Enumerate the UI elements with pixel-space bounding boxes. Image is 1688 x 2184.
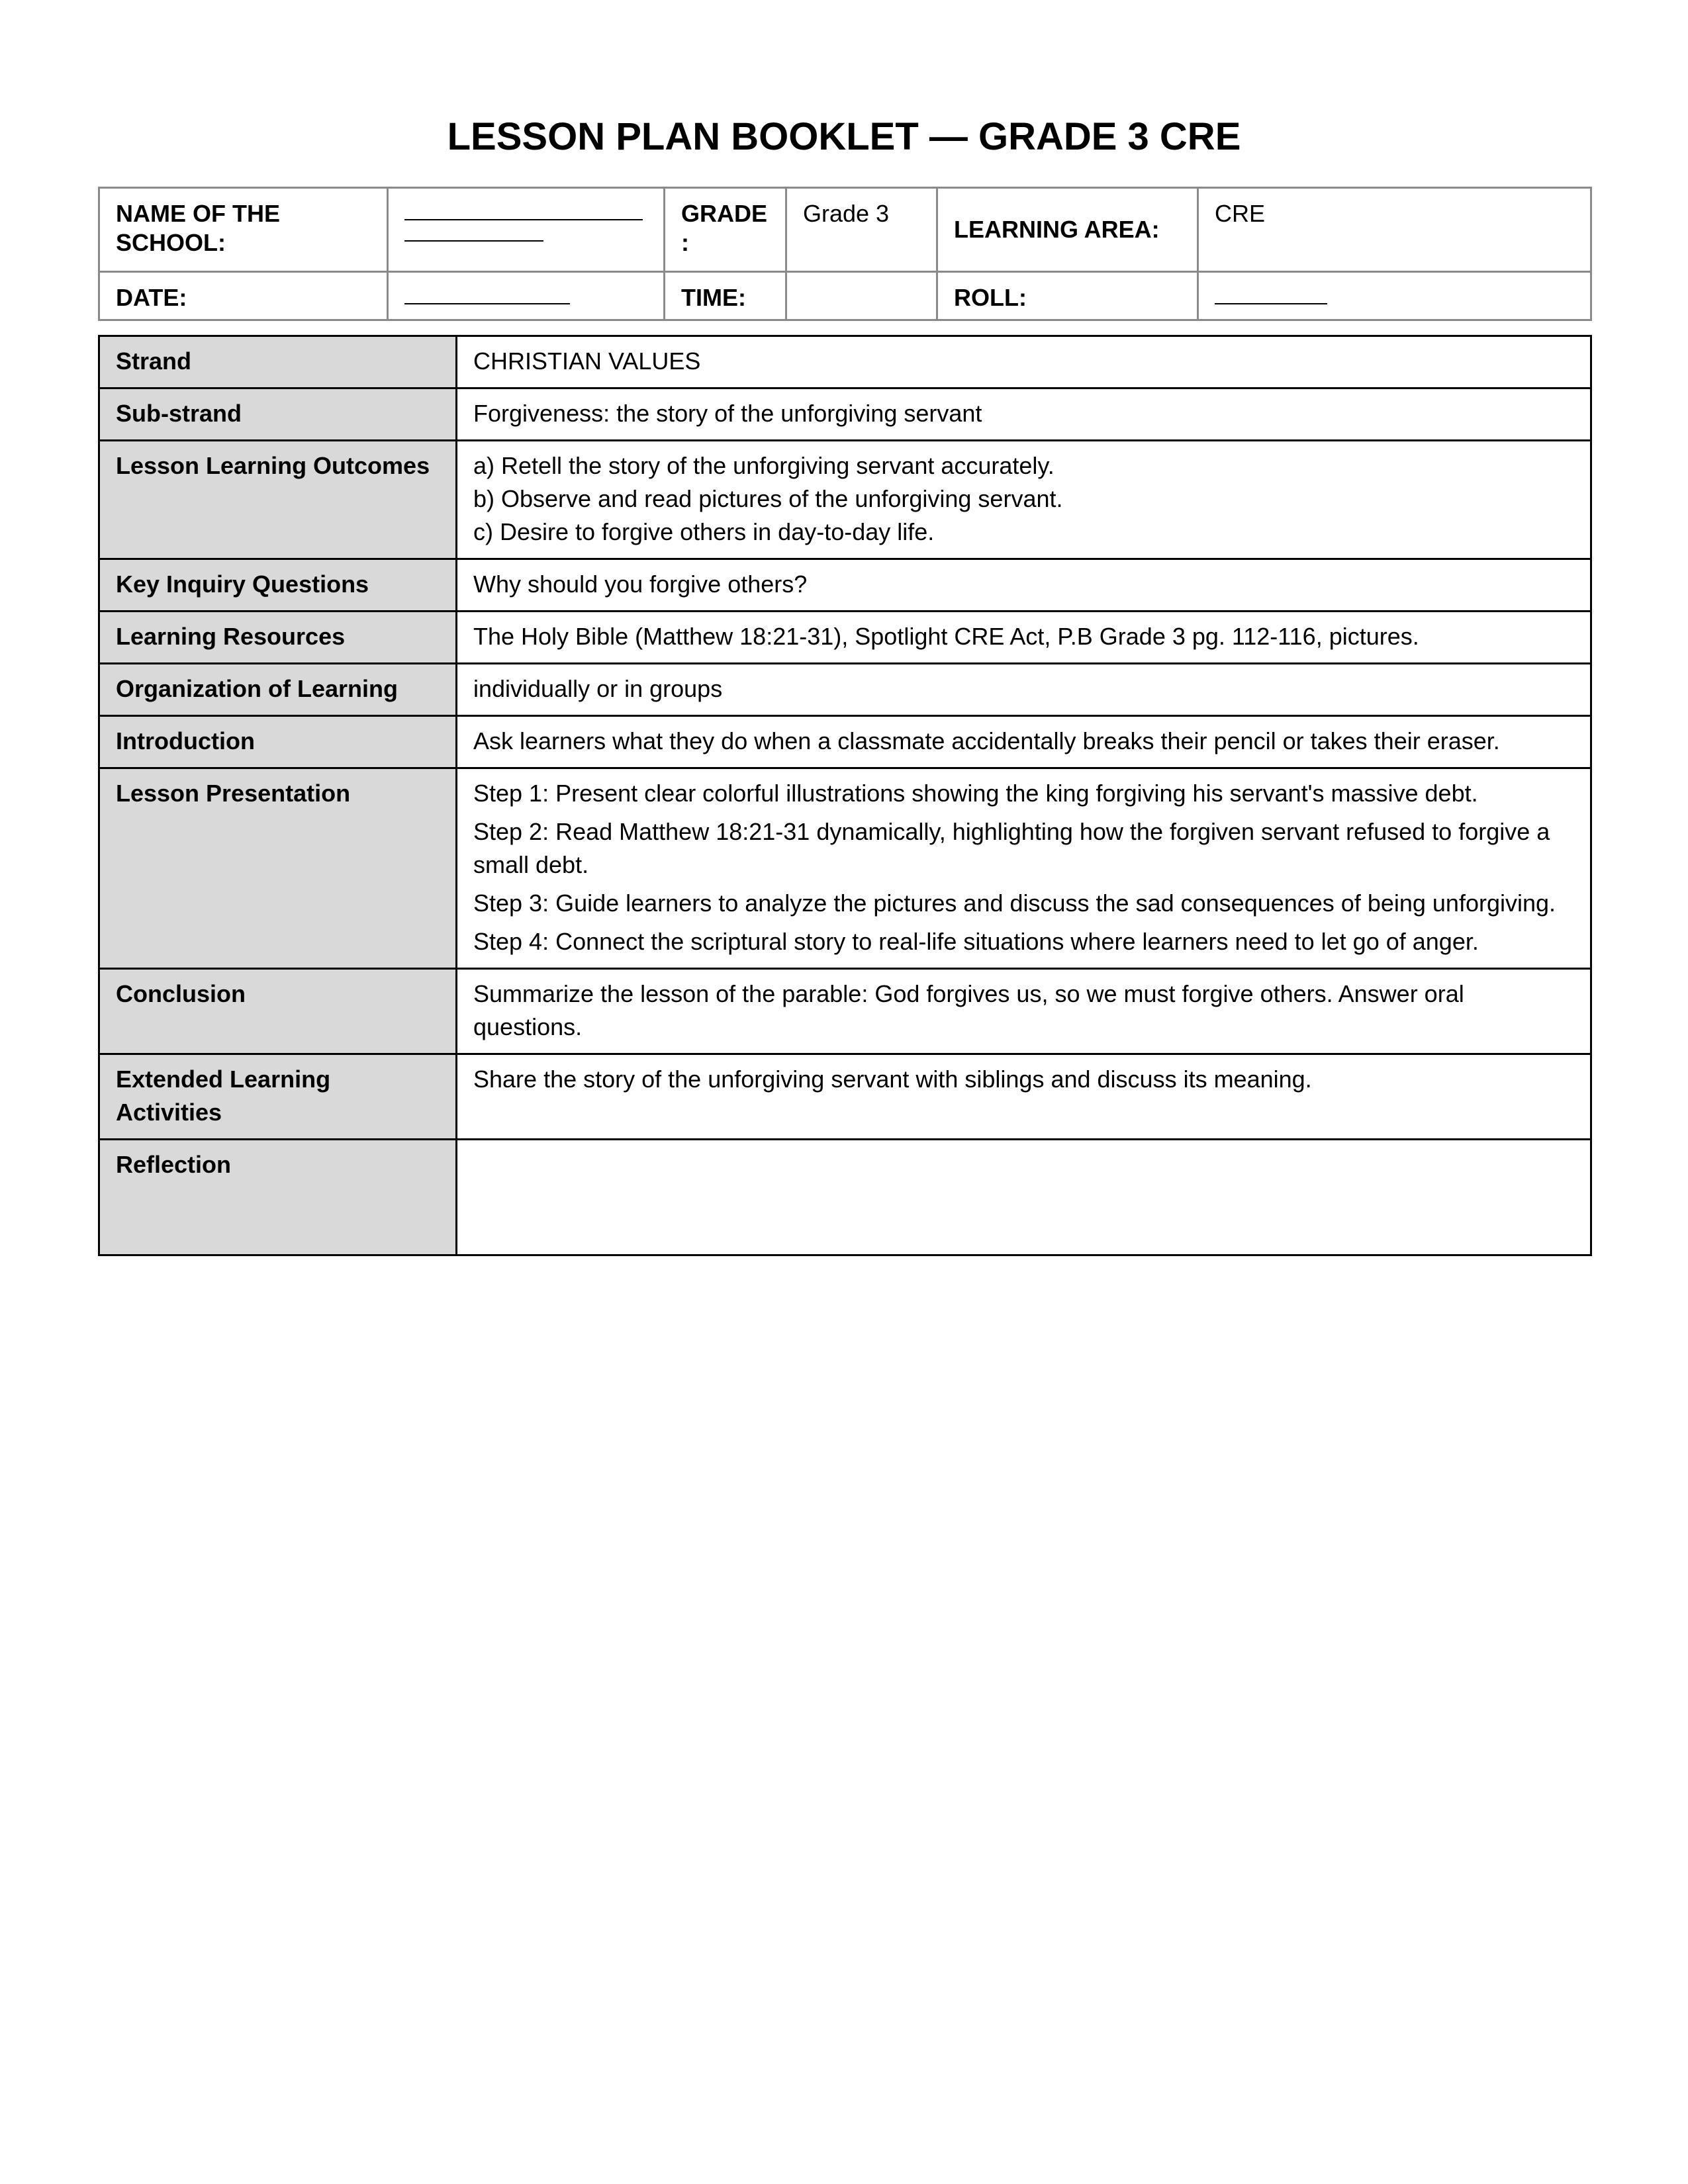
time-label: TIME: bbox=[665, 272, 786, 320]
school-name-blank-line-1 bbox=[404, 199, 643, 220]
learning-area-value: CRE bbox=[1198, 188, 1591, 272]
school-name-blank-line-2 bbox=[404, 220, 543, 242]
presentation-step: Step 2: Read Matthew 18:21-31 dynamically, highlighting how the forgiven servant refused to forgive a small debt. bbox=[473, 818, 1550, 878]
sub-strand-label: Sub-strand bbox=[99, 388, 457, 441]
strand-row bbox=[99, 336, 1591, 388]
school-name-field[interactable] bbox=[388, 188, 665, 272]
organization-label: Organization of Learning bbox=[99, 664, 457, 716]
introduction-value: Ask learners what they do when a classmate accidentally breaks their pencil or takes their eraser. bbox=[457, 716, 1591, 768]
inquiry-value: Why should you forgive others? bbox=[457, 559, 1591, 612]
time-field[interactable] bbox=[786, 272, 937, 320]
reflection-row bbox=[99, 1140, 1591, 1255]
conclusion-label: Conclusion bbox=[99, 969, 457, 1054]
resources-row bbox=[99, 612, 1591, 664]
outcomes-row bbox=[99, 441, 1591, 559]
resources-label: Learning Resources bbox=[99, 612, 457, 664]
inquiry-row bbox=[99, 559, 1591, 612]
resources-value: The Holy Bible (Matthew 18:21-31), Spotlight CRE Act, P.B Grade 3 pg. 112-116, pictures. bbox=[457, 612, 1591, 664]
conclusion-value: Summarize the lesson of the parable: God forgives us, so we must forgive others. Answer oral questions. bbox=[457, 969, 1591, 1054]
extended-label: Extended Learning Activities bbox=[99, 1054, 457, 1140]
grade-label: GRADE : bbox=[665, 188, 786, 272]
learning-area-label: LEARNING AREA: bbox=[937, 188, 1198, 272]
presentation-step: Step 4: Connect the scriptural story to real-life situations where learners need to let go of anger. bbox=[473, 928, 1479, 955]
roll-label: ROLL: bbox=[937, 272, 1198, 320]
reflection-label: Reflection bbox=[99, 1140, 457, 1255]
extended-value: Share the story of the unforgiving servant with siblings and discuss its meaning. bbox=[457, 1054, 1591, 1140]
outcome-item: b) Observe and read pictures of the unforgiving servant. bbox=[473, 485, 1063, 512]
outcome-item: c) Desire to forgive others in day-to-day life. bbox=[473, 518, 935, 545]
lesson-plan-table bbox=[98, 335, 1592, 1256]
strand-label: Strand bbox=[99, 336, 457, 388]
roll-blank-line bbox=[1215, 283, 1327, 304]
presentation-label: Lesson Presentation bbox=[99, 768, 457, 969]
inquiry-label: Key Inquiry Questions bbox=[99, 559, 457, 612]
sub-strand-row bbox=[99, 388, 1591, 441]
sub-strand-value: Forgiveness: the story of the unforgiving servant bbox=[457, 388, 1591, 441]
date-blank-line bbox=[404, 283, 570, 304]
date-field[interactable] bbox=[388, 272, 665, 320]
header-info-table bbox=[98, 187, 1592, 321]
presentation-step: Step 1: Present clear colorful illustrations showing the king forgiving his servant's massive debt. bbox=[473, 780, 1478, 807]
date-label: DATE: bbox=[99, 272, 388, 320]
outcomes-value bbox=[457, 441, 1591, 559]
school-name-label: NAME OF THE SCHOOL: bbox=[99, 188, 388, 272]
presentation-step: Step 3: Guide learners to analyze the pictures and discuss the sad consequences of being unforgiving. bbox=[473, 889, 1556, 917]
conclusion-row bbox=[99, 969, 1591, 1054]
outcomes-label: Lesson Learning Outcomes bbox=[99, 441, 457, 559]
introduction-label: Introduction bbox=[99, 716, 457, 768]
organization-row bbox=[99, 664, 1591, 716]
roll-field[interactable] bbox=[1198, 272, 1591, 320]
extended-row bbox=[99, 1054, 1591, 1140]
introduction-row bbox=[99, 716, 1591, 768]
presentation-row bbox=[99, 768, 1591, 969]
outcome-item: a) Retell the story of the unforgiving servant accurately. bbox=[473, 452, 1055, 479]
reflection-value[interactable] bbox=[457, 1140, 1591, 1255]
grade-value: Grade 3 bbox=[786, 188, 937, 272]
strand-value: CHRISTIAN VALUES bbox=[457, 336, 1591, 388]
organization-value: individually or in groups bbox=[457, 664, 1591, 716]
page-title: LESSON PLAN BOOKLET — GRADE 3 CRE bbox=[447, 115, 1241, 158]
presentation-value bbox=[457, 768, 1591, 969]
